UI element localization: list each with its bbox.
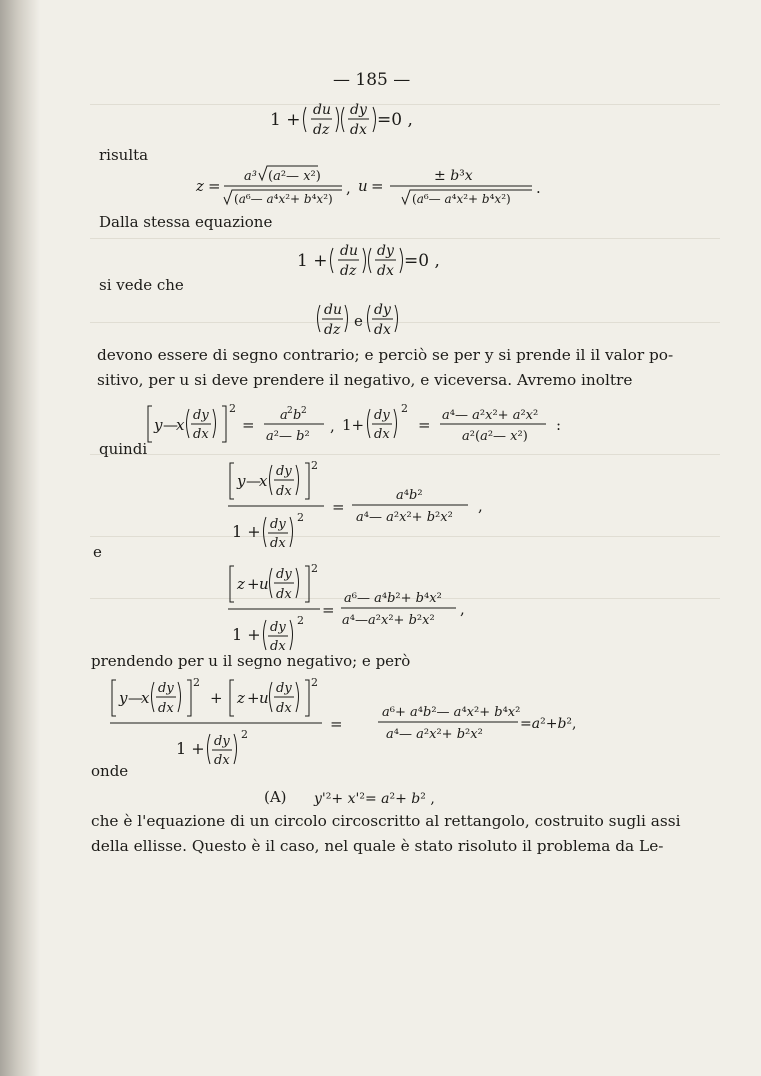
svg-text:2: 2 xyxy=(287,406,293,416)
equation-label-a: (A) xyxy=(264,788,287,806)
page-number: — 185 — xyxy=(333,70,411,90)
svg-text:dy: dy xyxy=(350,102,367,118)
svg-text:dx: dx xyxy=(158,701,174,716)
svg-text:dy: dy xyxy=(158,681,174,696)
svg-text:dy: dy xyxy=(270,517,286,532)
svg-text:=0 ,: =0 , xyxy=(377,110,413,130)
svg-text:,: , xyxy=(478,497,483,515)
svg-text:a²— b²: a²— b² xyxy=(266,429,310,444)
svg-text:2: 2 xyxy=(193,676,200,689)
svg-text:a⁴b²: a⁴b² xyxy=(396,488,423,503)
svg-text:=: = xyxy=(418,416,431,434)
svg-text:y: y xyxy=(119,689,128,707)
svg-text:dy: dy xyxy=(374,302,391,318)
equation-6 xyxy=(228,455,498,565)
svg-text:=: = xyxy=(322,601,335,619)
svg-text:du: du xyxy=(313,102,331,118)
svg-text:dy: dy xyxy=(377,243,394,259)
svg-text:+: + xyxy=(247,575,260,593)
bleed-through-line xyxy=(90,322,720,323)
svg-text:x: x xyxy=(176,416,185,434)
svg-text:± b³x: ± b³x xyxy=(434,168,473,184)
svg-text:dy: dy xyxy=(276,681,292,696)
svg-text:1 +: 1 + xyxy=(232,625,261,644)
svg-text:x: x xyxy=(259,472,268,490)
equation-1 xyxy=(270,94,470,144)
svg-text:2: 2 xyxy=(301,406,307,416)
svg-text:2: 2 xyxy=(241,728,248,741)
svg-text:(a²— x²): (a²— x²) xyxy=(268,169,321,184)
svg-text:dx: dx xyxy=(270,639,286,654)
svg-text:+: + xyxy=(210,689,223,707)
svg-text:dy: dy xyxy=(193,408,209,423)
svg-text:du: du xyxy=(340,243,358,259)
svg-text:a⁶— a⁴b²+ b⁴x²: a⁶— a⁴b²+ b⁴x² xyxy=(344,591,442,606)
svg-text:2: 2 xyxy=(311,459,318,472)
svg-text:=: = xyxy=(371,177,384,195)
svg-text:u: u xyxy=(358,177,368,195)
svg-text:y: y xyxy=(154,416,163,434)
svg-text:dx: dx xyxy=(193,427,209,442)
equation-3 xyxy=(297,235,440,285)
word-risulta: risulta xyxy=(99,146,149,164)
svg-text:du: du xyxy=(324,302,342,318)
svg-text:2: 2 xyxy=(297,614,304,627)
paragraph-2-line: che è l'equazione di un circolo circoscritto al rettangolo, costruito sugli assi xyxy=(91,812,681,830)
paragraph-2-line: della ellisse. Questo è il caso, nel quale è stato risoluto il problema da Le- xyxy=(91,837,664,855)
word-onde: onde xyxy=(91,762,129,780)
svg-text:1 +: 1 + xyxy=(176,739,205,758)
svg-text:+: + xyxy=(247,689,260,707)
svg-text:1 +: 1 + xyxy=(232,522,261,541)
equation-7 xyxy=(228,558,488,658)
paragraph-2 xyxy=(91,809,681,859)
svg-text::: : xyxy=(556,416,562,434)
svg-text:=a²+b²,: =a²+b², xyxy=(520,716,577,732)
svg-text:=: = xyxy=(330,715,343,733)
svg-text:y: y xyxy=(237,472,246,490)
equation-8 xyxy=(110,672,590,772)
svg-text:z: z xyxy=(237,575,245,593)
svg-text:a⁴— a²x²+ b²x²: a⁴— a²x²+ b²x² xyxy=(356,510,453,525)
svg-text:,: , xyxy=(330,417,335,435)
svg-text:a⁴— a²x²+ b²x²: a⁴— a²x²+ b²x² xyxy=(386,727,483,742)
svg-text:y'²+ x'²= a²+ b² ,: y'²+ x'²= a²+ b² , xyxy=(314,791,435,807)
svg-text:a⁶+ a⁴b²— a⁴x²+ b⁴x²: a⁶+ a⁴b²— a⁴x²+ b⁴x² xyxy=(382,705,521,720)
svg-text:dz: dz xyxy=(340,263,357,279)
svg-text:a: a xyxy=(280,408,288,423)
paragraph-1 xyxy=(97,343,673,393)
svg-text:z: z xyxy=(237,689,245,707)
equation-5 xyxy=(146,400,576,450)
svg-text:dx: dx xyxy=(270,536,286,551)
svg-text:a²(a²— x²): a²(a²— x²) xyxy=(462,429,528,444)
svg-text:1 +: 1 + xyxy=(297,251,328,271)
svg-text:,: , xyxy=(346,179,351,197)
svg-text:,: , xyxy=(460,600,465,618)
svg-text:(a⁶— a⁴x²+ b⁴x²): (a⁶— a⁴x²+ b⁴x²) xyxy=(234,192,333,206)
svg-text:=: = xyxy=(332,498,345,516)
svg-text:=: = xyxy=(208,177,221,195)
svg-text:a³: a³ xyxy=(244,169,257,184)
svg-text:dx: dx xyxy=(350,122,367,138)
svg-text:=: = xyxy=(242,416,255,434)
svg-text:—: — xyxy=(163,416,178,434)
page-gutter-shadow xyxy=(0,0,40,1076)
svg-text:b: b xyxy=(293,408,302,423)
svg-text:dx: dx xyxy=(214,753,230,768)
word-quindi: quindi xyxy=(99,440,148,458)
svg-text:dx: dx xyxy=(276,587,292,602)
svg-text:dy: dy xyxy=(374,408,390,423)
svg-text:a⁴— a²x²+ a²x²: a⁴— a²x²+ a²x² xyxy=(442,408,539,423)
svg-text:—: — xyxy=(246,472,261,490)
svg-text:2: 2 xyxy=(311,562,318,575)
phrase-prendendo: prendendo per u il segno negativo; e però xyxy=(91,652,411,670)
svg-text:2: 2 xyxy=(311,676,318,689)
equation-4 xyxy=(314,296,404,342)
phrase-si-vede-che: si vede che xyxy=(99,276,184,294)
svg-text:z: z xyxy=(196,177,204,195)
svg-text:dz: dz xyxy=(324,322,341,338)
paragraph-1-line: sitivo, per u si deve prendere il negativo, e viceversa. Avremo inoltre xyxy=(97,371,633,389)
svg-text:e: e xyxy=(354,312,363,330)
svg-text:1+: 1+ xyxy=(342,416,365,434)
svg-text:—: — xyxy=(128,689,143,707)
svg-text:dy: dy xyxy=(214,734,230,749)
svg-text:2: 2 xyxy=(297,511,304,524)
svg-text:u: u xyxy=(259,689,269,707)
svg-text:u: u xyxy=(259,575,269,593)
svg-text:2: 2 xyxy=(229,402,236,415)
svg-text:dx: dx xyxy=(374,427,390,442)
phrase-dalla-stessa-equazione: Dalla stessa equazione xyxy=(99,213,273,231)
paragraph-1-line: devono essere di segno contrario; e perciò se per y si prende il il valor po- xyxy=(97,346,674,364)
svg-text:dy: dy xyxy=(276,567,292,582)
svg-text:dx: dx xyxy=(276,701,292,716)
svg-text:dx: dx xyxy=(374,322,391,338)
svg-text:(a⁶— a⁴x²+ b⁴x²): (a⁶— a⁴x²+ b⁴x²) xyxy=(412,192,511,206)
svg-text:=0 ,: =0 , xyxy=(404,251,440,271)
svg-text:1 +: 1 + xyxy=(270,110,301,130)
svg-text:dy: dy xyxy=(270,620,286,635)
svg-text:2: 2 xyxy=(401,402,408,415)
svg-text:dx: dx xyxy=(377,263,394,279)
word-e: e xyxy=(93,543,102,561)
svg-text:dy: dy xyxy=(276,464,292,479)
svg-text:x: x xyxy=(141,689,150,707)
svg-text:.: . xyxy=(536,179,541,197)
svg-text:a⁴—a²x²+ b²x²: a⁴—a²x²+ b²x² xyxy=(342,613,435,628)
svg-text:dz: dz xyxy=(313,122,330,138)
svg-text:dx: dx xyxy=(276,484,292,499)
equation-2 xyxy=(196,163,556,209)
